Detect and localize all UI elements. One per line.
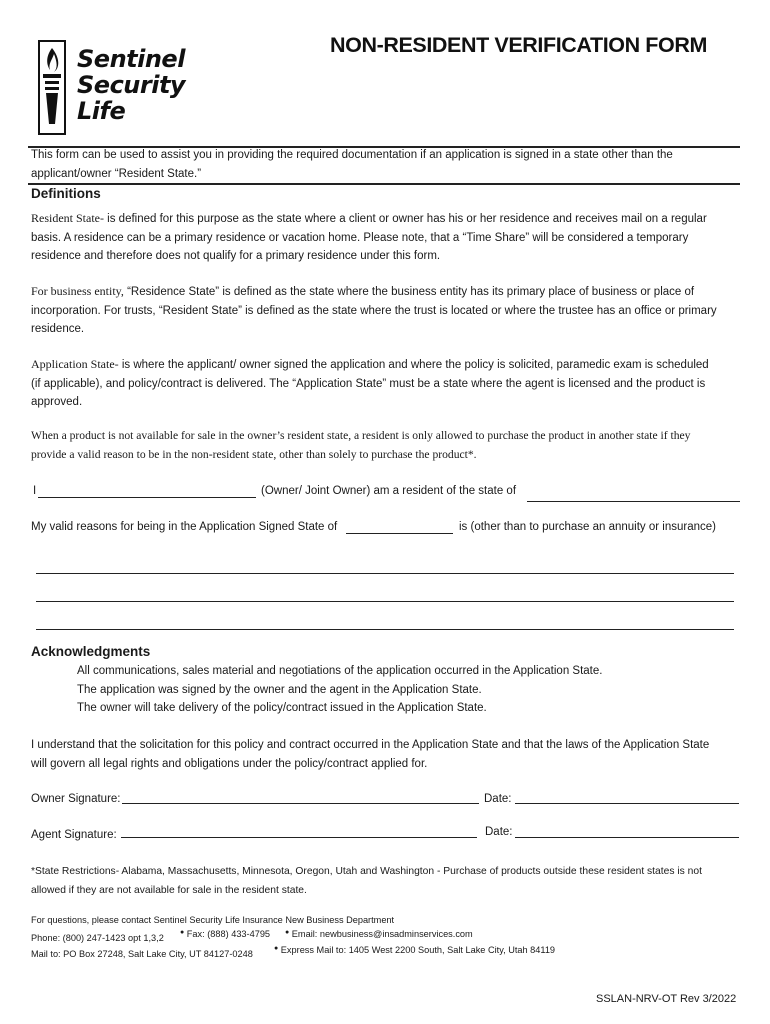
- business-entity-definition: [31, 282, 751, 339]
- resident-line-1: is defined for this purpose as the state where a client or owner has his or her residence and receives mail on a regular: [103, 213, 707, 225]
- app-line-3: approved.: [31, 396, 83, 408]
- application-state-term: Application State-: [31, 357, 119, 371]
- notice-line-2: provide a valid reason to be in the non-resident state, other than solely to purchase the product*.: [31, 447, 477, 461]
- app-line-1: is where the applicant/ owner signed the application and where the policy is solicited, paramedic exam is scheduled: [118, 359, 709, 371]
- agent-date-label: Date:: [485, 826, 513, 838]
- understand-line-1: I understand that the solicitation for this policy and contract occurred in the Application State and that the laws of the Application State: [31, 739, 710, 751]
- availability-notice: [31, 427, 751, 464]
- resident-state-field[interactable]: [527, 501, 740, 502]
- reasons-line-3[interactable]: [36, 629, 734, 630]
- owner-signature-label: Owner Signature:: [31, 793, 121, 805]
- business-line-3: residence.: [31, 323, 85, 335]
- owner-date-field[interactable]: [515, 803, 739, 804]
- reasons-line-1[interactable]: [36, 573, 734, 574]
- bullet-icon: ●: [285, 929, 290, 936]
- ack-item-1: All communications, sales material and negotiations of the application occurred in the Application State.: [77, 665, 603, 677]
- page-title: NON-RESIDENT VERIFICATION FORM: [330, 33, 707, 57]
- business-entity-term: For business entity,: [31, 284, 124, 298]
- intro-line-1: This form can be used to assist you in providing the required documentation if an application is signed in a state other than the: [31, 149, 673, 161]
- contact-phone: Phone: (800) 247-1423 opt 1,3,2: [31, 933, 164, 943]
- intro-line-2: applicant/owner “Resident State.”: [31, 167, 202, 180]
- resident-state-term: Resident State-: [31, 211, 104, 225]
- agent-date-field[interactable]: [515, 837, 739, 838]
- state-restrictions: [31, 862, 702, 900]
- resident-line-3: residence and therefore does not qualify for a primary residence under this form.: [31, 250, 441, 262]
- intro-divider: [28, 183, 740, 185]
- contact-email-row: [285, 929, 473, 939]
- logo-line-2: Security: [77, 71, 186, 99]
- contact-email[interactable]: Email: newbusiness@insadminservices.com: [291, 929, 473, 939]
- logo-line-1: Sentinel: [77, 45, 185, 73]
- intro-text: [31, 146, 743, 183]
- app-line-2: (if applicable), and policy/contract is delivered. The “Application State” must be a state where the agent is licensed and the product is: [31, 377, 706, 390]
- agent-signature-field[interactable]: [121, 837, 477, 838]
- logo-line-3: Life: [77, 97, 126, 125]
- agent-signature-label: Agent Signature:: [31, 829, 117, 841]
- acknowledgments-heading: Acknowledgments: [31, 644, 151, 659]
- contact-express: Express Mail to: 1405 West 2200 South, Salt Lake City, Utah 84119: [280, 945, 556, 955]
- notice-line-1: When a product is not available for sale in the owner’s resident state, a resident is only allowed to purchase the product in another state if they: [31, 429, 691, 442]
- resident-line-2: basis. A residence can be a primary residence or vacation home. Please note, that a “Time Share” will be considered a temporary: [31, 231, 689, 244]
- reasons-suffix: is (other than to purchase an annuity or insurance): [459, 521, 716, 533]
- business-line-2: incorporation. For trusts, “Resident State” is defined as the state where the trust is located or where the trustee has an office or primary: [31, 304, 717, 317]
- torch-logo-frame: [38, 40, 66, 135]
- restrictions-line-1: *State Restrictions- Alabama, Massachusetts, Minnesota, Oregon, Utah and Washington - Purchase of products outside these resident states is not: [31, 866, 702, 877]
- bullet-icon: ●: [180, 929, 185, 936]
- understanding-statement: [31, 736, 709, 773]
- business-line-1: “Residence State” is defined as the state where the business entity has its primary place of business or place of: [123, 286, 695, 298]
- contact-fax: Fax: (888) 433-4795: [186, 929, 271, 939]
- i-label: I: [33, 485, 37, 497]
- restrictions-line-2: allowed if they are not available for sale in the resident state.: [31, 885, 307, 896]
- resident-state-definition: [31, 209, 751, 266]
- logo-wordmark: [77, 46, 185, 124]
- ack-item-3: The owner will take delivery of the policy/contract issued in the Application State.: [77, 702, 487, 714]
- contact-intro: For questions, please contact Sentinel Security Life Insurance New Business Department: [31, 915, 395, 925]
- owner-resident-text: (Owner/ Joint Owner) am a resident of the state of: [261, 485, 517, 497]
- contact-mail: Mail to: PO Box 27248, Salt Lake City, UT 84127-0248: [31, 949, 253, 959]
- ack-item-2: The application was signed by the owner and the agent in the Application State.: [77, 683, 482, 696]
- application-state-definition: [31, 355, 751, 412]
- reasons-text: My valid reasons for being in the Application Signed State of: [31, 521, 338, 533]
- acknowledgments-list: [77, 662, 602, 718]
- application-state-field[interactable]: [346, 533, 453, 534]
- owner-name-field[interactable]: [38, 497, 256, 498]
- definitions-heading: Definitions: [31, 186, 101, 201]
- contact-express-row: [274, 945, 555, 955]
- contact-fax-row: [180, 929, 270, 939]
- reasons-line-2[interactable]: [36, 601, 734, 602]
- torch-icon: [40, 42, 64, 133]
- understand-line-2: will govern all legal rights and obligations under the policy/contract applied for.: [31, 757, 428, 770]
- bullet-icon: ●: [274, 945, 279, 952]
- owner-signature-field[interactable]: [122, 803, 479, 804]
- owner-date-label: Date:: [484, 793, 512, 805]
- form-id: SSLAN-NRV-OT Rev 3/2022: [596, 993, 737, 1005]
